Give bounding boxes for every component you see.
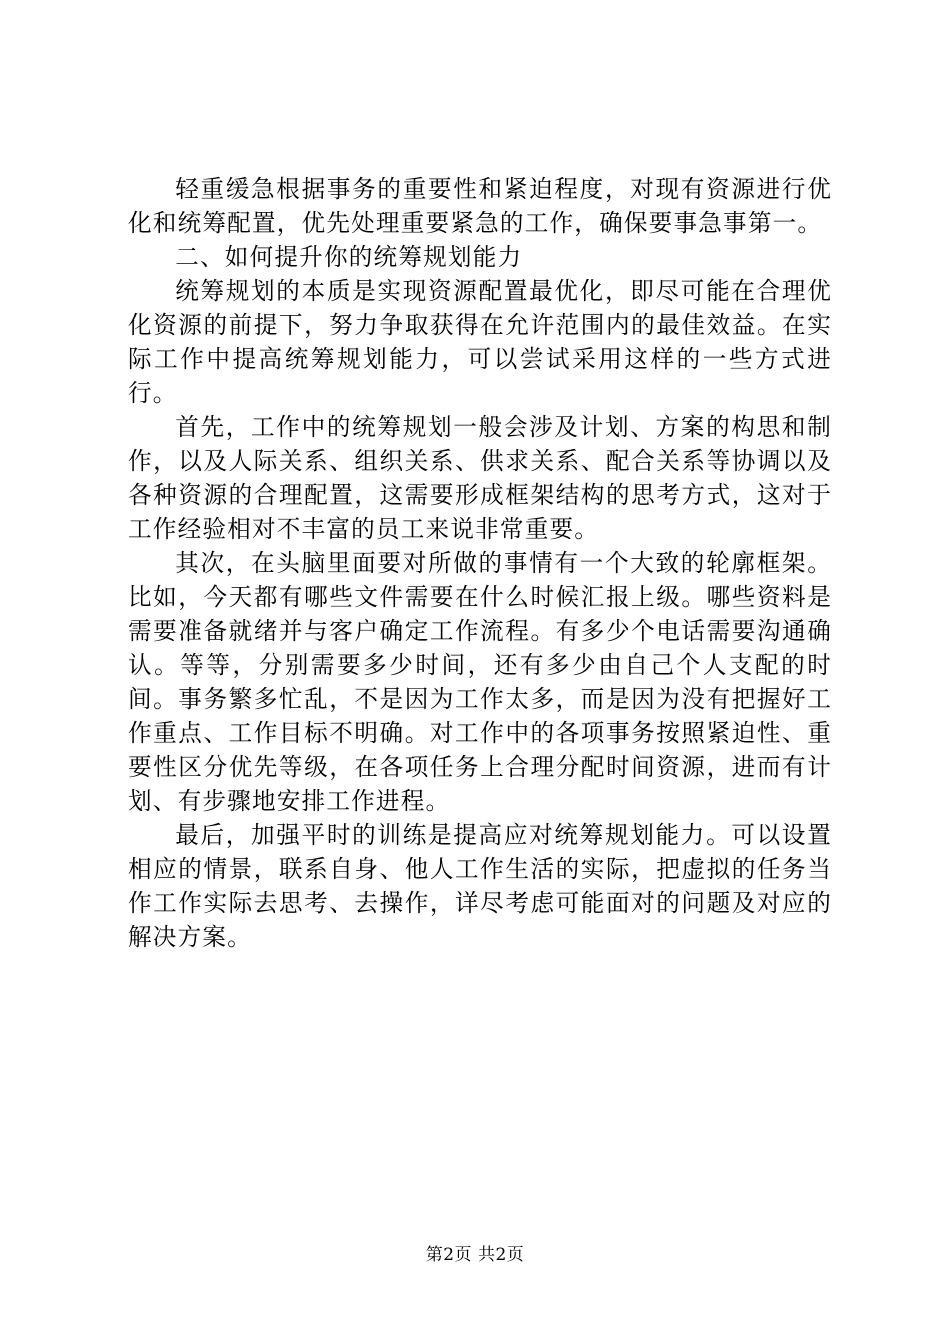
paragraph-priorities: 轻重缓急根据事务的重要性和紧迫程度，对现有资源进行优化和统筹配置，优先处理重要紧急的工作，确保要事急事第一。: [128, 175, 832, 237]
paragraph-second: 其次，在头脑里面要对所做的事情有一个大致的轮廓框架。比如，今天都有哪些文件需要在什么时候汇报上级。哪些资料是需要准备就绪并与客户确定工作流程。有多少个电话需要沟通确认。等等，分别需要多少时间，还有多少由自己个人支配的时间。事务繁多忙乱，不是因为工作太多，而是因为没有把握好工作重点、工作目标不明确。对工作中的各项事务按照紧迫性、重要性区分优先等级，在各项任务上合理分配时间资源，进而有计划、有步骤地安排工作进程。: [128, 549, 832, 815]
page-number-footer: 第2页 共2页: [425, 1245, 525, 1265]
paragraph-essence: 统筹规划的本质是实现资源配置最优化，即尽可能在合理优化资源的前提下，努力争取获得在允许范围内的最佳效益。在实际工作中提高统筹规划能力，可以尝试采用这样的一些方式进行。: [128, 277, 832, 407]
paragraph-first: 首先，工作中的统筹规划一般会涉及计划、方案的构思和制作，以及人际关系、组织关系、供求关系、配合关系等协调以及各种资源的合理配置，这需要形成框架结构的思考方式，这对于工作经验相对不丰富的员工来说非常重要。: [128, 413, 832, 543]
document-body: [128, 172, 832, 954]
paragraph-last: 最后，加强平时的训练是提高应对统筹规划能力。可以设置相应的情景，联系自身、他人工作生活的实际，把虚拟的任务当作工作实际去思考、去操作，详尽考虑可能面对的问题及对应的解决方案。: [128, 821, 832, 951]
section-heading: 二、如何提升你的统筹规划能力: [175, 243, 523, 271]
